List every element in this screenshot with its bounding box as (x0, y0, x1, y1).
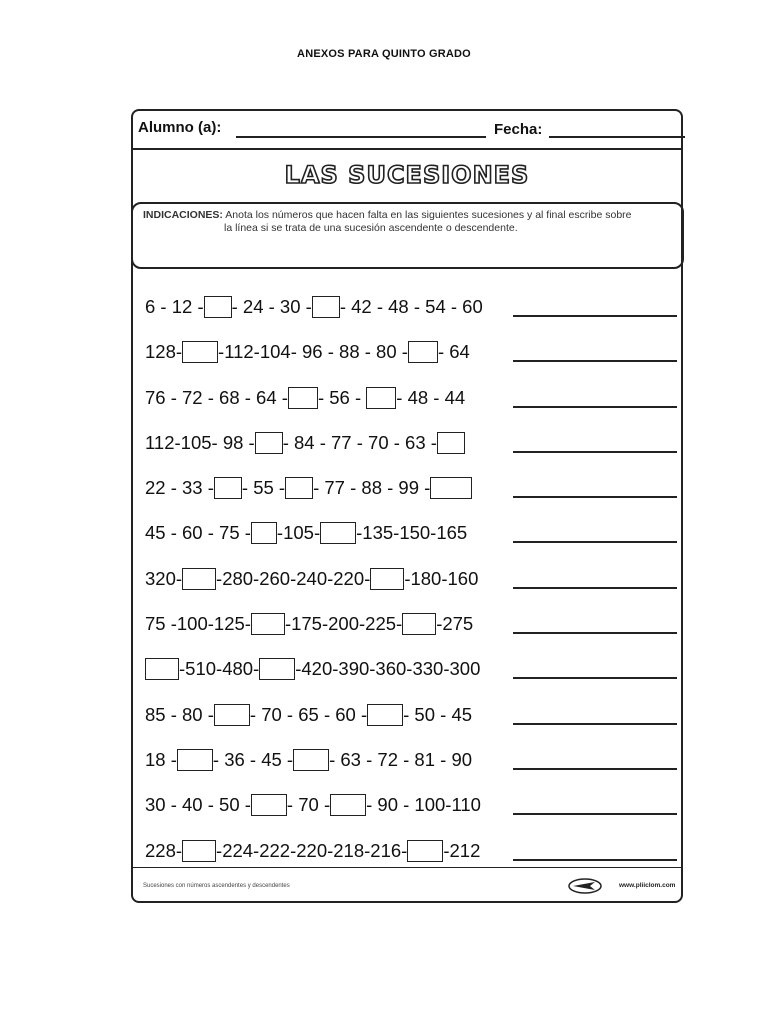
sequence-row (145, 836, 685, 881)
sequence-row (145, 654, 685, 699)
answer-box[interactable] (407, 840, 443, 862)
sequence-term: -105- (276, 522, 321, 544)
sequence-term: - 90 - 100-110 (366, 794, 481, 816)
answer-box[interactable] (408, 341, 438, 363)
sequence-term: -275 (436, 613, 474, 635)
answer-box[interactable] (312, 296, 340, 318)
answer-box[interactable] (430, 477, 472, 499)
answer-box[interactable] (177, 749, 213, 771)
answer-box[interactable] (259, 658, 295, 680)
answer-box[interactable] (182, 840, 216, 862)
publisher-logo-icon (568, 878, 602, 894)
answer-box[interactable] (370, 568, 404, 590)
sequence-term: - 50 - 45 (403, 703, 473, 725)
answer-box[interactable] (255, 432, 283, 454)
answer-box[interactable] (437, 432, 465, 454)
sequence-row (145, 745, 685, 790)
sequence-term: -420-390-360-330-300 (295, 658, 481, 680)
answer-box[interactable] (330, 794, 366, 816)
sequence-term: -224-222-220-218-216- (216, 839, 408, 861)
sequence-term: -510-480- (179, 658, 260, 680)
answer-box[interactable] (402, 613, 436, 635)
footer-divider (133, 867, 681, 868)
classification-answer-line[interactable] (513, 496, 677, 498)
answer-box[interactable] (293, 749, 329, 771)
classification-answer-line[interactable] (513, 451, 677, 453)
sequence-term: - 70 - 65 - 60 - (249, 703, 368, 725)
sequence-list (145, 292, 685, 881)
answer-box[interactable] (182, 341, 218, 363)
answer-box[interactable] (251, 794, 287, 816)
instructions-line-2: la línea si se trata de una sucesión ascendente o descendente. (224, 222, 518, 234)
instructions-lead: INDICACIONES: (143, 209, 223, 221)
sequence-numbers (145, 475, 472, 501)
answer-box[interactable] (288, 387, 318, 409)
sequence-row (145, 700, 685, 745)
sequence-term: - 36 - 45 - (212, 748, 294, 770)
answer-box[interactable] (367, 704, 403, 726)
sequence-term: -212 (443, 839, 481, 861)
answer-box[interactable] (214, 704, 250, 726)
sequence-term: - 55 - (241, 477, 286, 499)
sequence-term: - 70 - (286, 794, 331, 816)
sequence-term: 18 - (145, 748, 177, 770)
sequence-numbers (145, 611, 473, 637)
student-row (138, 117, 678, 141)
sequence-term: - 64 (437, 341, 470, 363)
sequence-term: -112-104- 96 - 88 - 80 - (218, 341, 408, 363)
sequence-row (145, 383, 685, 428)
sequence-term: 85 - 80 - (145, 703, 214, 725)
worksheet-title: LAS SUCESIONES (284, 161, 530, 189)
sequence-term: -135-150-165 (356, 522, 468, 544)
sequence-term: 30 - 40 - 50 - (145, 794, 251, 816)
classification-answer-line[interactable] (513, 723, 677, 725)
sequence-term: - 48 - 44 (396, 386, 466, 408)
sequence-row (145, 337, 685, 382)
sequence-row (145, 428, 685, 473)
sequence-row (145, 790, 685, 835)
student-name-line[interactable] (236, 136, 486, 138)
sequence-numbers (145, 747, 472, 773)
sequence-row (145, 518, 685, 563)
sequence-numbers (145, 385, 465, 411)
answer-box[interactable] (145, 658, 179, 680)
sequence-term: 76 - 72 - 68 - 64 - (145, 386, 288, 408)
sequence-row (145, 292, 685, 337)
sequence-term: 75 -100-125- (145, 613, 251, 635)
instructions-box (131, 202, 684, 269)
page-header: ANEXOS PARA QUINTO GRADO (297, 48, 471, 60)
sequence-term: -280-260-240-220- (216, 567, 371, 589)
footer-caption: Sucesiones con números ascendentes y descendentes (143, 883, 290, 889)
footer-url: www.pliiclom.com (619, 882, 676, 889)
classification-answer-line[interactable] (513, 587, 677, 589)
instructions-line-1: Anota los números que hacen falta en las siguientes sucesiones y al final escribe sobre (225, 209, 632, 221)
sequence-numbers (145, 702, 472, 728)
header-divider (133, 148, 681, 150)
sequence-term: 320- (145, 567, 183, 589)
sequence-term: 45 - 60 - 75 - (145, 522, 251, 544)
sequence-term: - 24 - 30 - (231, 296, 312, 317)
answer-box[interactable] (320, 522, 356, 544)
classification-answer-line[interactable] (513, 632, 677, 634)
sequence-term: 22 - 33 - (145, 477, 214, 499)
answer-box[interactable] (214, 477, 242, 499)
answer-box[interactable] (366, 387, 396, 409)
sequence-numbers (145, 656, 480, 682)
answer-box[interactable] (251, 613, 285, 635)
classification-answer-line[interactable] (513, 360, 677, 362)
answer-box[interactable] (204, 296, 232, 318)
date-label: Fecha: (494, 121, 543, 138)
sequence-numbers (145, 430, 465, 456)
worksheet (131, 109, 683, 903)
date-line[interactable] (549, 136, 685, 138)
sequence-term: - 63 - 72 - 81 - 90 (329, 748, 473, 770)
answer-box[interactable] (182, 568, 216, 590)
classification-answer-line[interactable] (513, 406, 677, 408)
classification-answer-line[interactable] (513, 677, 677, 679)
classification-answer-line[interactable] (513, 768, 677, 770)
sequence-row (145, 609, 685, 654)
sequence-numbers (145, 838, 480, 864)
sequence-numbers (145, 339, 470, 365)
classification-answer-line[interactable] (513, 813, 677, 815)
sequence-term: - 56 - (317, 386, 367, 408)
sequence-row (145, 473, 685, 518)
classification-answer-line[interactable] (513, 541, 677, 543)
sequence-term: - 77 - 88 - 99 - (313, 477, 431, 499)
sequence-numbers (145, 792, 481, 818)
sequence-numbers (145, 520, 467, 546)
sequence-term: - 84 - 77 - 70 - 63 - (282, 431, 437, 453)
sequence-term: 128- (145, 341, 183, 363)
sequence-numbers (145, 294, 483, 320)
answer-box[interactable] (285, 477, 313, 499)
sequence-row (145, 564, 685, 609)
classification-answer-line[interactable] (513, 315, 677, 317)
sequence-term: - 42 - 48 - 54 - 60 (339, 296, 483, 317)
sequence-term: 6 - 12 - (145, 296, 204, 317)
sequence-term: -175-200-225- (284, 613, 403, 635)
classification-answer-line[interactable] (513, 859, 677, 861)
answer-box[interactable] (251, 522, 277, 544)
sequence-term: -180-160 (404, 567, 479, 589)
student-label: Alumno (a): (138, 119, 222, 136)
sequence-numbers (145, 566, 478, 592)
sequence-term: 112-105- 98 - (145, 431, 255, 453)
sequence-term: 228- (145, 839, 183, 861)
